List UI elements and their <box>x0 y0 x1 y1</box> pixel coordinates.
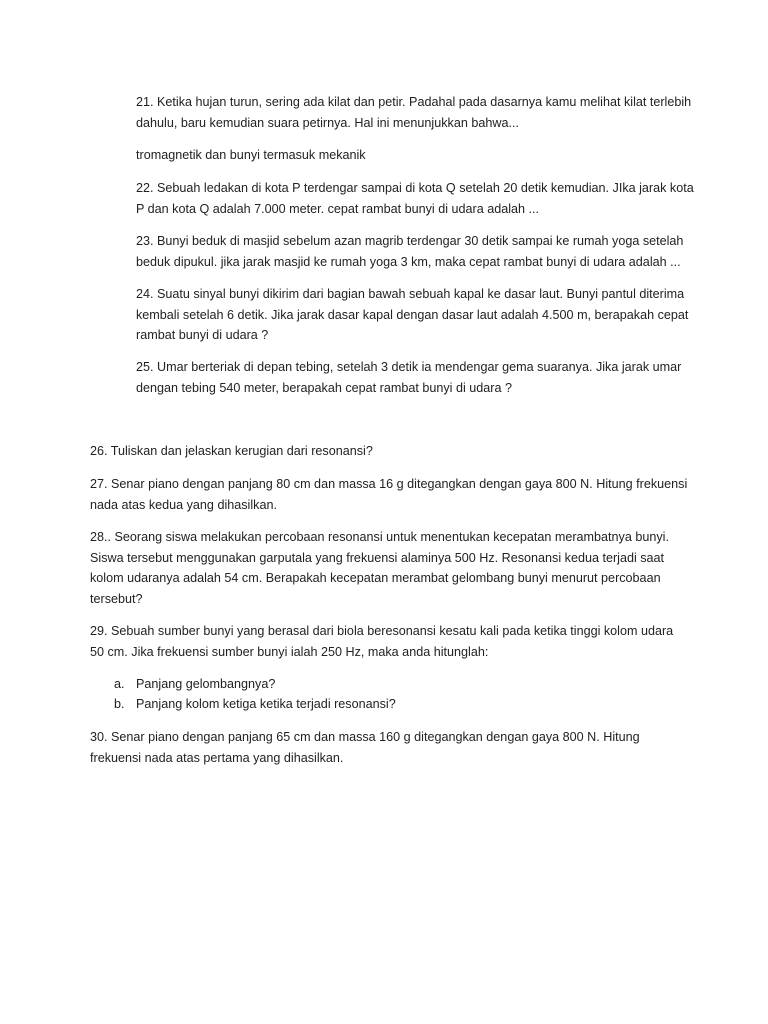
sub-item-b <box>114 694 674 715</box>
question-28: 28.. Seorang siswa melakukan percobaan resonansi untuk menentukan kecepatan merambatnya bunyi. Siswa tersebut menggunakan garputala yang frekuensi alaminya 500 Hz. Resonansi kedua terjadi saat kolom udaranya adalah 54 cm. Berapakah kecepatan merambat gelombang bunyi menurut percobaan tersebut? <box>90 530 669 606</box>
question-26: 26. Tuliskan dan jelaskan kerugian dari resonansi? <box>90 444 373 458</box>
question-27: 27. Senar piano dengan panjang 80 cm dan massa 16 g ditegangkan dengan gaya 800 N. Hitung frekuensi nada atas kedua yang dihasilkan. <box>90 477 688 512</box>
question-22: 22. Sebuah ledakan di kota P terdengar sampai di kota Q setelah 20 detik kemudian. JIka jarak kota P dan kota Q adalah 7.000 meter. cepat rambat bunyi di udara adalah ... <box>136 181 694 216</box>
question-23: 23. Bunyi beduk di masjid sebelum azan magrib terdengar 30 detik sampai ke rumah yoga setelah beduk dipukul. jika jarak masjid ke rumah yoga 3 km, maka cepat rambat bunyi di udara adalah ... <box>136 234 684 269</box>
question-30: 30. Senar piano dengan panjang 65 cm dan massa 160 g ditegangkan dengan gaya 800 N. Hitung frekuensi nada atas pertama yang dihasilkan. <box>90 730 640 765</box>
question-25: 25. Umar berteriak di depan tebing, setelah 3 detik ia mendengar gema suaranya. Jika jarak umar dengan tebing 540 meter, berapakah cepat rambat bunyi di udara ? <box>136 360 682 395</box>
sub-item-marker: b. <box>114 697 125 711</box>
sub-item-a <box>114 674 674 695</box>
sub-item-marker: a. <box>114 677 125 691</box>
sub-item-text: Panjang gelombangnya? <box>136 677 276 691</box>
sub-item-text: Panjang kolom ketiga ketika terjadi resonansi? <box>136 697 396 711</box>
question-fragment: tromagnetik dan bunyi termasuk mekanik <box>136 148 366 162</box>
question-21: 21. Ketika hujan turun, sering ada kilat dan petir. Padahal pada dasarnya kamu melihat kilat terlebih dahulu, baru kemudian suara petirnya. Hal ini menunjukkan bahwa... <box>136 95 692 130</box>
question-24: 24. Suatu sinyal bunyi dikirim dari bagian bawah sebuah kapal ke dasar laut. Bunyi pantul diterima kembali setelah 6 detik. Jika jarak dasar kapal dengan dasar laut adalah 4.500 m, berapakah cepat rambat bunyi di udara ? <box>136 287 689 342</box>
question-29: 29. Sebuah sumber bunyi yang berasal dari biola beresonansi kesatu kali pada ketika tinggi kolom udara 50 cm. Jika frekuensi sumber bunyi ialah 250 Hz, maka anda hitunglah: <box>90 624 674 659</box>
